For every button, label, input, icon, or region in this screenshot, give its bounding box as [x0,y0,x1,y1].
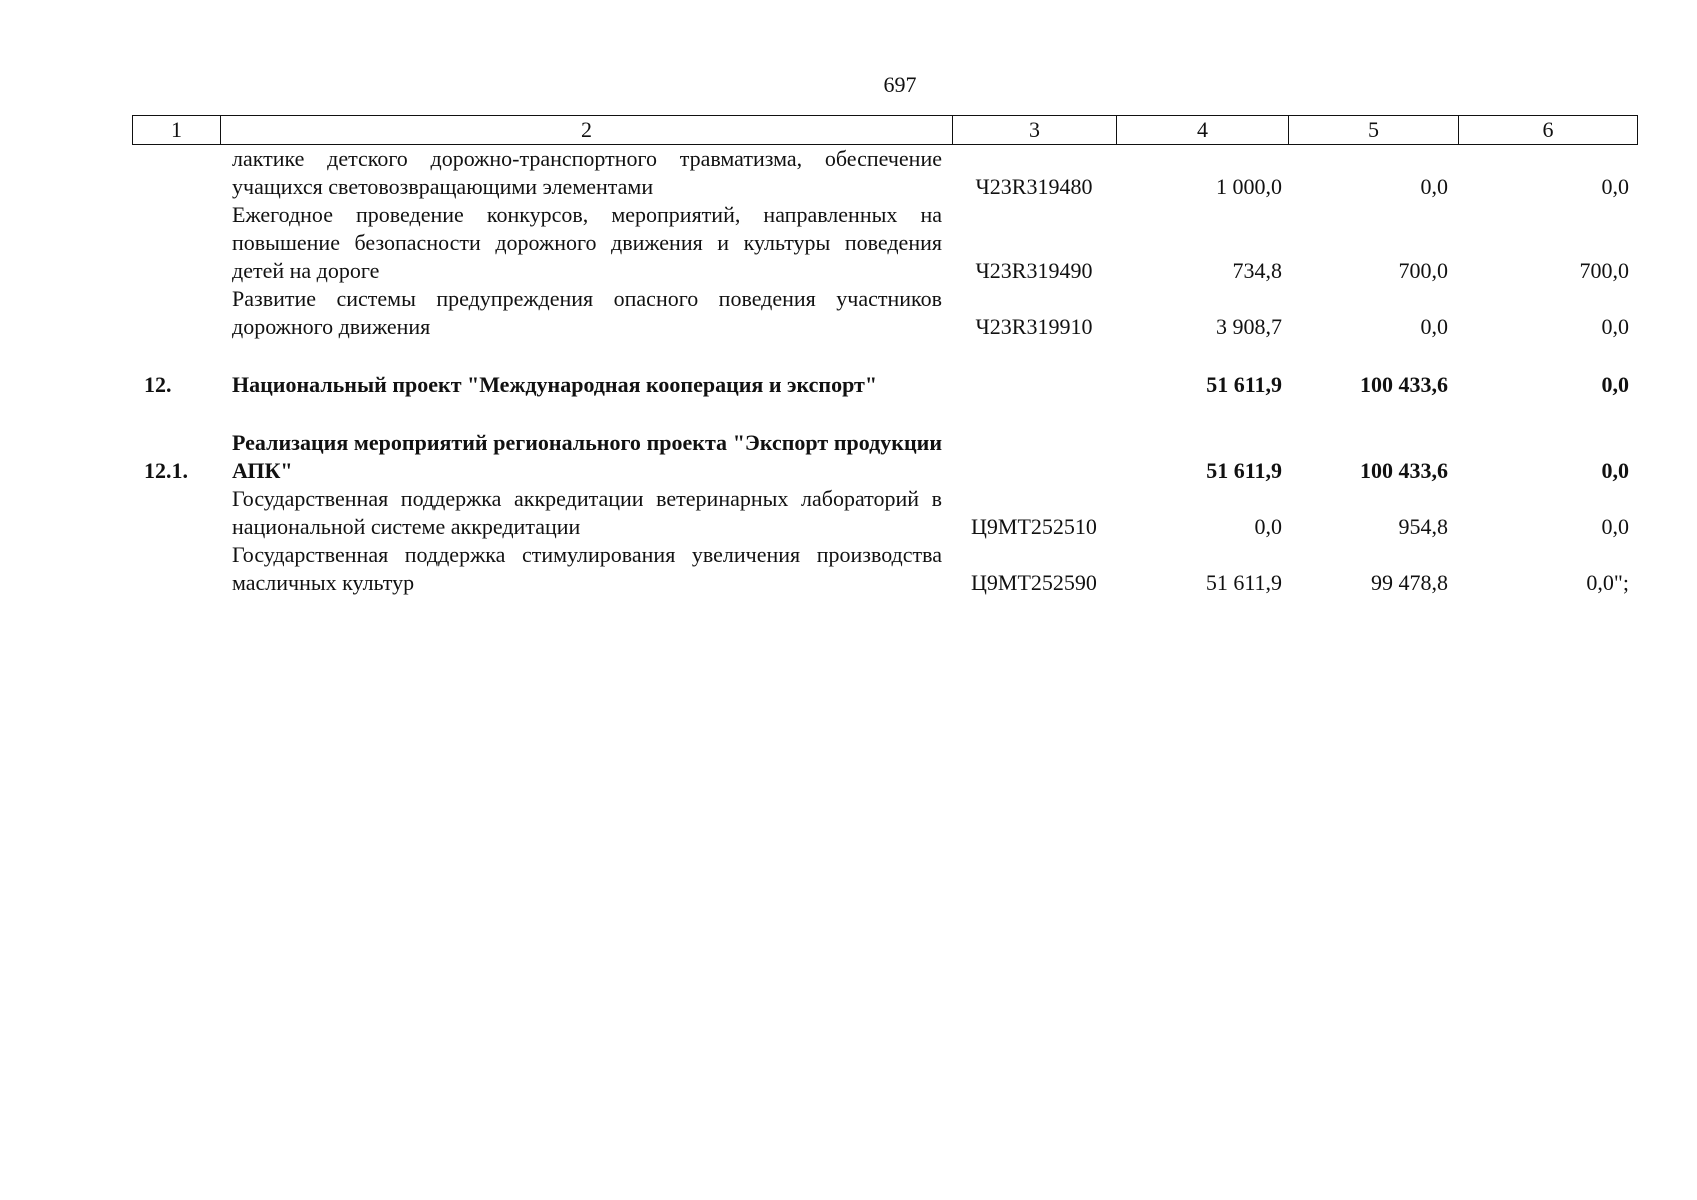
row-description: Ежегодное проведение конкурсов, мероприятий, направленных на повышение безопасности дорожного движения и культуры поведения детей на дороге [232,202,942,283]
section-value-col5: 100 433,6 [1360,372,1448,397]
row-description: лактике детского дорожно-транспортного травматизма, обеспечение учащихся световозвращающими элементами [232,146,942,199]
row-value-col5: 99 478,8 [1371,570,1448,595]
row-code: Ч23R319910 [975,314,1093,339]
row-code: Ч23R319480 [975,174,1093,199]
row-description: Государственная поддержка аккредитации ветеринарных лабораторий в национальной системе аккредитации [232,486,942,539]
row-value-col4: 0,0 [1254,514,1282,539]
row-value-col6: 700,0 [1579,258,1629,283]
subsection-title: Реализация мероприятий регионального проекта "Экспорт продукции АПК" [232,430,942,483]
row-code: Ц9МТ252510 [971,514,1097,539]
subsection-number: 12.1. [144,458,188,483]
header-col-6: 6 [1459,116,1638,145]
header-col-4: 4 [1117,116,1289,145]
row-code: Ц9МТ252590 [971,570,1097,595]
row-value-col6: 0,0 [1601,314,1629,339]
row-value-col6: 0,0 [1601,514,1629,539]
page-number: 697 [883,72,917,97]
table-body [132,145,1637,597]
row-value-col4: 1 000,0 [1216,174,1282,199]
subsection-value-col4: 51 611,9 [1206,458,1282,483]
section-title: Национальный проект "Международная кооперация и экспорт" [232,372,878,397]
header-col-2: 2 [221,116,953,145]
section-row [132,371,1637,399]
table-row [132,485,1637,541]
subsection-value-col5: 100 433,6 [1360,458,1448,483]
row-value-col4: 734,8 [1232,258,1282,283]
table-row [132,201,1637,285]
table-row [132,541,1637,597]
header-col-1: 1 [133,116,221,145]
table-row [132,285,1637,341]
row-description: Государственная поддержка стимулирования увеличения производства масличных культур [232,542,942,595]
table-row [132,145,1637,201]
row-value-col5: 0,0 [1420,174,1448,199]
row-value-col5: 0,0 [1420,314,1448,339]
row-value-col6: 0,0 [1601,174,1629,199]
row-value-col5: 700,0 [1398,258,1448,283]
section-value-col4: 51 611,9 [1206,372,1282,397]
row-value-col4: 3 908,7 [1216,314,1282,339]
section-value-col6: 0,0 [1601,372,1629,397]
row-code: Ч23R319490 [975,258,1093,283]
section-number: 12. [144,372,172,397]
subsection-row [132,429,1637,485]
row-value-col5: 954,8 [1398,514,1448,539]
header-col-5: 5 [1289,116,1459,145]
row-value-col4: 51 611,9 [1205,570,1282,595]
table-header [132,115,1638,145]
subsection-value-col6: 0,0 [1601,458,1629,483]
row-description: Развитие системы предупреждения опасного поведения участников дорожного движения [232,286,942,339]
row-value-col6: 0,0"; [1586,570,1629,595]
header-col-3: 3 [953,116,1117,145]
